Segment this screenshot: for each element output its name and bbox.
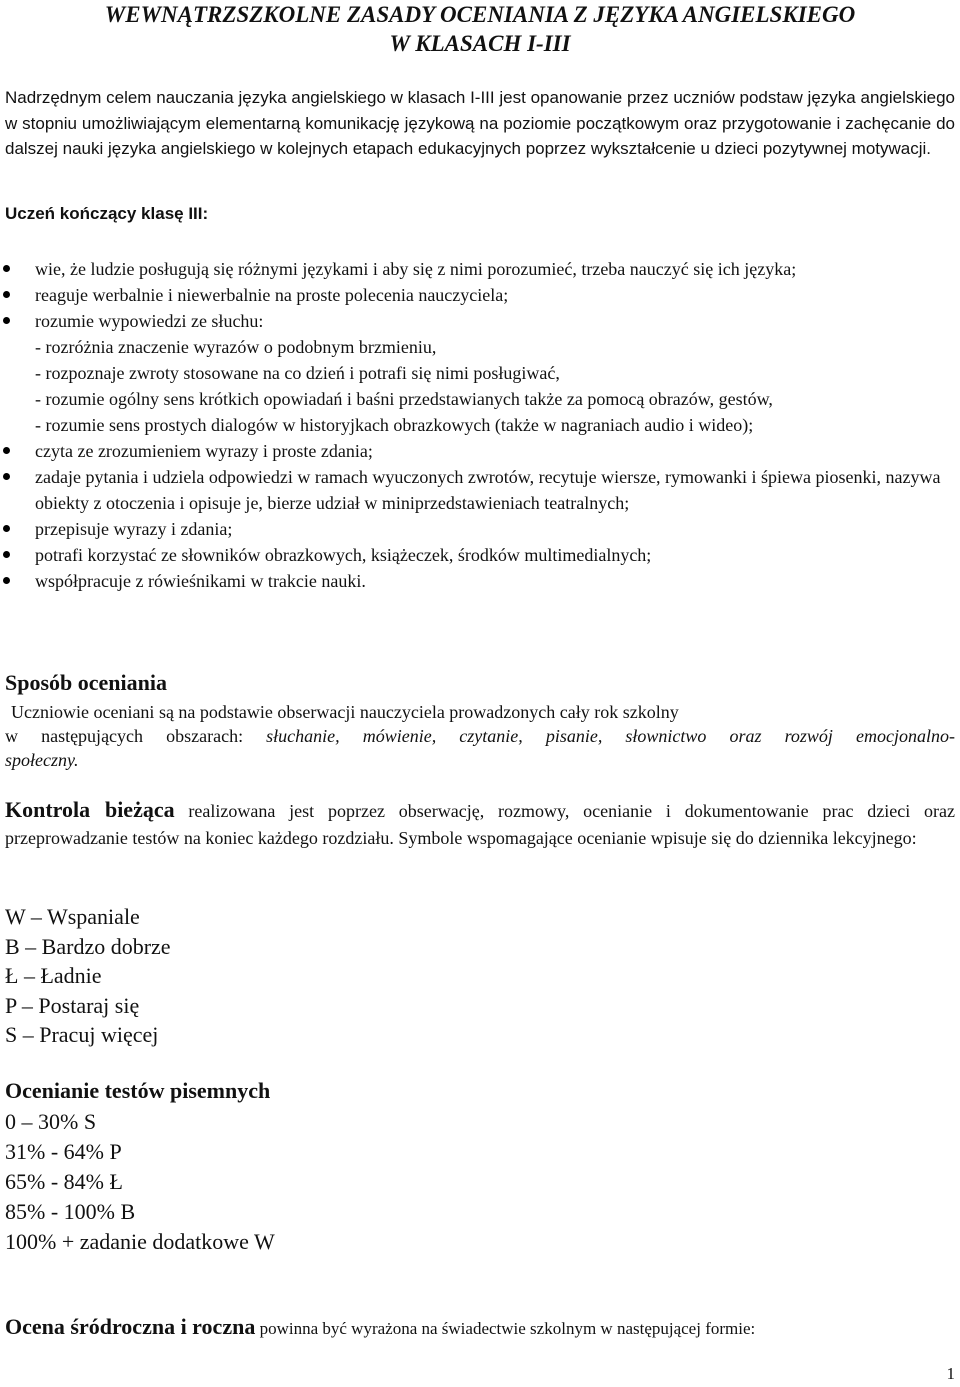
ocena-srodroczna-text: powinna być wyrażona na świadectwie szkolnym w następującej formie: xyxy=(255,1319,756,1338)
document-title-line-1: WEWNĄTRZSZKOLNE ZASADY OCENIANIA Z JĘZYKA ANGIELSKIEGO xyxy=(104,2,856,27)
symbol-item: S – Pracuj więcej xyxy=(5,1022,159,1047)
page-number: 1 xyxy=(946,1364,955,1383)
sposob-oceniania-heading: Sposób oceniania xyxy=(5,670,167,695)
skill-item: potrafi korzystać ze słowników obrazkowych, książeczek, środków multimedialnych; xyxy=(0,542,955,568)
sposob-line-3: społeczny. xyxy=(5,750,79,770)
ocena-srodroczna-paragraph xyxy=(5,1314,755,1340)
sposob-line-2-plain: w następujących obszarach: xyxy=(5,726,267,746)
grade-item: 31% - 64% P xyxy=(5,1139,122,1164)
symbol-item: B – Bardzo dobrze xyxy=(5,933,171,959)
skill-item: reaguje werbalnie i niewerbalnie na proste polecenia nauczyciela; xyxy=(0,282,955,308)
skill-item: współpracuje z rówieśnikami w trakcie nauki. xyxy=(0,568,955,594)
grade-item: 100% + zadanie dodatkowe W xyxy=(5,1229,275,1254)
skill-subitem: - rozpoznaje zwroty stosowane na co dzień i potrafi się nimi posługiwać, xyxy=(35,363,560,383)
grade-item: 0 – 30% S xyxy=(5,1109,97,1134)
skill-item: rozumie wypowiedzi ze słuchu: xyxy=(0,308,955,334)
document-title-line-2: W KLASACH I-III xyxy=(389,31,571,56)
symbol-item: W – Wspaniale xyxy=(5,904,140,929)
skill-item: zadaje pytania i udziela odpowiedzi w ramach wyuczonych zwrotów, recytuje wiersze, rymowanki i śpiewa piosenki, nazywa obiekty z otoczenia i opisuje je, bierze udział w miniprzedstawieniach teatralnych; xyxy=(0,464,955,516)
intro-paragraph: Nadrzędnym celem nauczania języka angielskiego w klasach I-III jest opanowanie przez uczniów podstaw języka angielskiego w stopniu umożliwiającym elementarną komunikację językową na poziomie początkowym oraz przygotowanie i zachęcanie do dalszej nauki języka angielskiego w kolejnych etapach edukacyjnych poprzez wykształcenie u dzieci pozytywnej motywacji. xyxy=(5,88,955,158)
grade-item: 65% - 84% Ł xyxy=(5,1169,123,1194)
grade-item: 85% - 100% B xyxy=(5,1199,136,1224)
skill-item: czyta ze zrozumieniem wyrazy i proste zdania; xyxy=(0,438,955,464)
skill-subitem: - rozumie sens prostych dialogów w historyjkach obrazkowych (także w nagraniach audio i wideo); xyxy=(35,415,754,435)
skill-subitem: - rozumie ogólny sens krótkich opowiadań i baśni przedstawianych także za pomocą obrazów, gestów, xyxy=(35,389,773,409)
sposob-oceniania-body xyxy=(5,700,955,772)
sposob-line-2 xyxy=(5,724,955,748)
test-grades-list xyxy=(5,1107,275,1257)
kontrola-biezaca-paragraph xyxy=(5,796,955,852)
symbol-item: P – Postaraj się xyxy=(5,992,140,1018)
ocena-srodroczna-heading: Ocena śródroczna i roczna xyxy=(5,1314,256,1339)
uczen-heading: Uczeń kończący klasę III: xyxy=(5,204,209,223)
ocenianie-testow-heading: Ocenianie testów pisemnych xyxy=(5,1078,271,1103)
symbols-list xyxy=(5,902,171,1050)
kontrola-biezaca-heading: Kontrola bieżąca xyxy=(5,797,175,822)
skill-item: wie, że ludzie posługują się różnymi językami i aby się z nimi porozumieć, trzeba nauczyć się ich języka; xyxy=(0,256,955,282)
skills-list xyxy=(0,256,955,594)
sposob-line-1: Uczniowie oceniani są na podstawie obserwacji nauczyciela prowadzonych cały rok szkolny xyxy=(11,702,679,722)
skill-item: przepisuje wyrazy i zdania; xyxy=(0,516,955,542)
symbol-item: Ł – Ładnie xyxy=(5,963,102,988)
sposob-areas: słuchanie, mówienie, czytanie, pisanie, słownictwo oraz rozwój emocjonalno- xyxy=(266,726,955,746)
kontrola-biezaca-text: realizowana jest poprzez obserwację, rozmowy, ocenianie i dokumentowanie prac dzieci oraz przeprowadzanie testów na koniec każdego rozdziału. Symbole wspomagające ocenianie wpisuje się do dziennika lekcyjnego: xyxy=(5,801,956,848)
skill-subitem: - rozróżnia znaczenie wyrazów o podobnym brzmieniu, xyxy=(35,337,437,357)
